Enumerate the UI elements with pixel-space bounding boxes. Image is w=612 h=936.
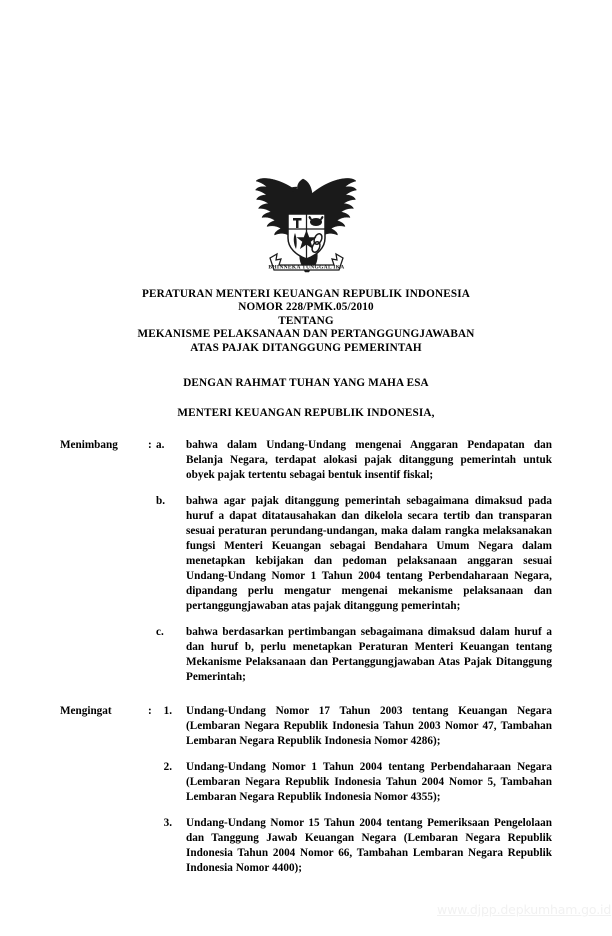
clause-text: Undang-Undang Nomor 15 Tahun 2004 tentang Pemeriksaan Pengelolaan dan Tanggung Jawab Keuangan Negara (Lembaran Negara Republik Indonesia Tahun 2004 Nomor 66, Tambahan Lembaran Negara Republik Indonesia Nomor 4400); [186,817,552,874]
clause-row [60,760,552,805]
pancasila-shield [288,214,325,259]
title-line-tentang: TENTANG [278,314,334,327]
section-mengingat [60,704,552,876]
emblem-container [0,172,612,278]
preamble-rahmat: DENGAN RAHMAT TUHAN YANG MAHA ESA [183,377,429,389]
menimbang-label: Menimbang [60,439,118,451]
clause-text: Undang-Undang Nomor 17 Tahun 2003 tentang Keuangan Negara (Lembaran Negara Republik Indonesia Tahun 2003 Nomor 47, Tambahan Lembaran Negara Republik Indonesia Nomor 4286); [186,705,552,747]
clause-row [60,704,552,749]
clause-text: bahwa agar pajak ditanggung pemerintah sebagaimana dimaksud pada huruf a dapat ditatausahakan dan dikelola secara tertib dan transparan sesuai peraturan perundang-undangan, maka dalam rangka melaksanakan fungsi Menteri Keuangan sebagai Bendahara Umum Negara dalam menetapkan kebijakan dan pedoman pelaksanaan anggaran sesuai Undang-Undang Nomor 1 Tahun 2004 tentang Perbendaharaan Negara, dipandang perlu mengatur mengenai mekanisme pelaksanaan dan pertanggungjawaban atas pajak ditanggung pemerintah; [186,495,552,612]
clause-marker: c. [156,626,164,638]
title-line-subject-2: ATAS PAJAK DITANGGUNG PEMERINTAH [190,341,422,354]
clause-marker: 3. [163,817,172,829]
document-title-block [0,288,612,355]
title-line-number: NOMOR 228/PMK.05/2010 [238,301,374,314]
clause-row [60,625,552,685]
clause-marker: 2. [163,761,172,773]
clause-row [60,438,552,483]
clause-row [60,494,552,614]
watermark-url: www.djpp.depkumham.go.id [437,902,612,917]
garuda-pancasila-icon [251,172,361,276]
mengingat-label: Mengingat [60,705,112,717]
clause-marker: b. [156,495,166,507]
clause-row [60,816,552,876]
title-line-subject-1: MEKANISME PELAKSANAAN DAN PERTANGGUNGJAWABAN [137,328,475,341]
clause-text: bahwa dalam Undang-Undang mengenai Anggaran Pendapatan dan Belanja Negara, terdapat alokasi pajak ditanggung pemerintah untuk obyek pajak tertentu sebagai bentuk insentif fiskal; [186,439,552,481]
preamble-menteri: MENTERI KEUANGAN REPUBLIK INDONESIA, [177,407,435,419]
mengingat-colon: : [148,705,152,717]
clause-text: bahwa berdasarkan pertimbangan sebagaimana dimaksud dalam huruf a dan huruf b, perlu menetapkan Peraturan Menteri Keuangan tentang Mekanisme Pelaksanaan dan Pertanggungjawaban Atas Pajak Ditanggung Pemerintah; [186,626,552,683]
section-menimbang [60,438,552,685]
clause-marker: a. [156,439,165,451]
motto-text: BHINNEKA TUNGGAL IKA [268,264,345,271]
title-line-regulation: PERATURAN MENTERI KEUANGAN REPUBLIK INDONESIA [142,288,470,300]
menimbang-colon: : [148,439,152,451]
clause-text: Undang-Undang Nomor 1 Tahun 2004 tentang Perbendaharaan Negara (Lembaran Negara Republik Indonesia Tahun 2004 Nomor 5, Tambahan Lembaran Negara Republik Indonesia Nomor 4355); [186,761,552,803]
clause-marker: 1. [163,705,172,717]
